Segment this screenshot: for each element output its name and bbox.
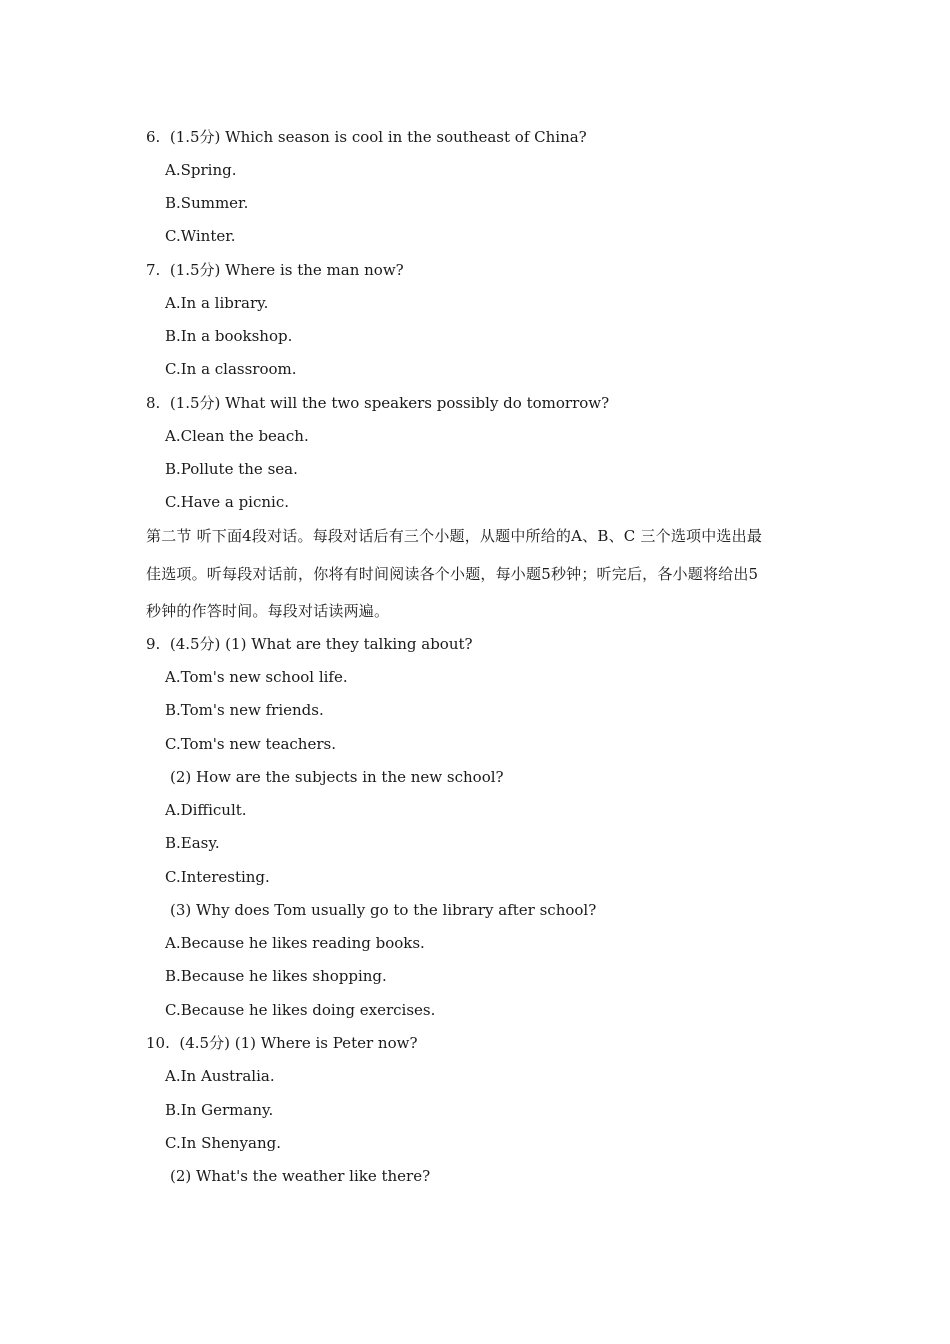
q9-3-option-c: C.Because he likes doing exercises. xyxy=(165,1001,436,1019)
question-6-stem: 6. (1.5分) Which season is cool in the southeast of China? xyxy=(146,128,587,146)
section-2-instructions-line-2: 佳选项。听每段对话前，你将有时间阅读各个小题，每小题5秒钟；听完后，各小题将给出5 xyxy=(146,565,759,583)
q7-option-a: A.In a library. xyxy=(165,294,269,312)
q7-option-c: C.In a classroom. xyxy=(165,360,297,378)
question-7-stem: 7. (1.5分) Where is the man now? xyxy=(146,261,404,279)
q9-3-option-b: B.Because he likes shopping. xyxy=(165,967,387,985)
q6-option-a: A.Spring. xyxy=(165,161,237,179)
q8-option-a: A.Clean the beach. xyxy=(165,427,309,445)
q10-1-option-b: B.In Germany. xyxy=(165,1101,274,1119)
q10-1-option-c: C.In Shenyang. xyxy=(165,1134,281,1152)
q10-part-2-stem: (2) What's the weather like there? xyxy=(170,1167,431,1185)
q9-1-option-c: C.Tom's new teachers. xyxy=(165,735,336,753)
question-9-stem: 9. (4.5分) (1) What are they talking about? xyxy=(146,635,473,653)
q9-2-option-b: B.Easy. xyxy=(165,834,220,852)
q9-3-option-a: A.Because he likes reading books. xyxy=(165,934,425,952)
q9-1-option-b: B.Tom's new friends. xyxy=(165,701,324,719)
section-2-instructions-line-1: 第二节 听下面4段对话。每段对话后有三个小题，从题中所给的A、B、C 三个选项中选出最 xyxy=(146,527,763,545)
q6-option-b: B.Summer. xyxy=(165,194,249,212)
q7-option-b: B.In a bookshop. xyxy=(165,327,293,345)
q9-1-option-a: A.Tom's new school life. xyxy=(165,668,348,686)
q8-option-b: B.Pollute the sea. xyxy=(165,460,298,478)
q9-part-2-stem: (2) How are the subjects in the new school? xyxy=(170,768,504,786)
question-10-stem: 10. (4.5分) (1) Where is Peter now? xyxy=(146,1034,418,1052)
q6-option-c: C.Winter. xyxy=(165,227,236,245)
section-2-instructions-line-3: 秒钟的作答时间。每段对话读两遍。 xyxy=(146,602,390,620)
q10-1-option-a: A.In Australia. xyxy=(165,1067,275,1085)
question-8-stem: 8. (1.5分) What will the two speakers possibly do tomorrow? xyxy=(146,394,610,412)
q9-part-3-stem: (3) Why does Tom usually go to the library after school? xyxy=(170,901,597,919)
q9-2-option-a: A.Difficult. xyxy=(165,801,247,819)
q8-option-c: C.Have a picnic. xyxy=(165,493,289,511)
q9-2-option-c: C.Interesting. xyxy=(165,868,270,886)
